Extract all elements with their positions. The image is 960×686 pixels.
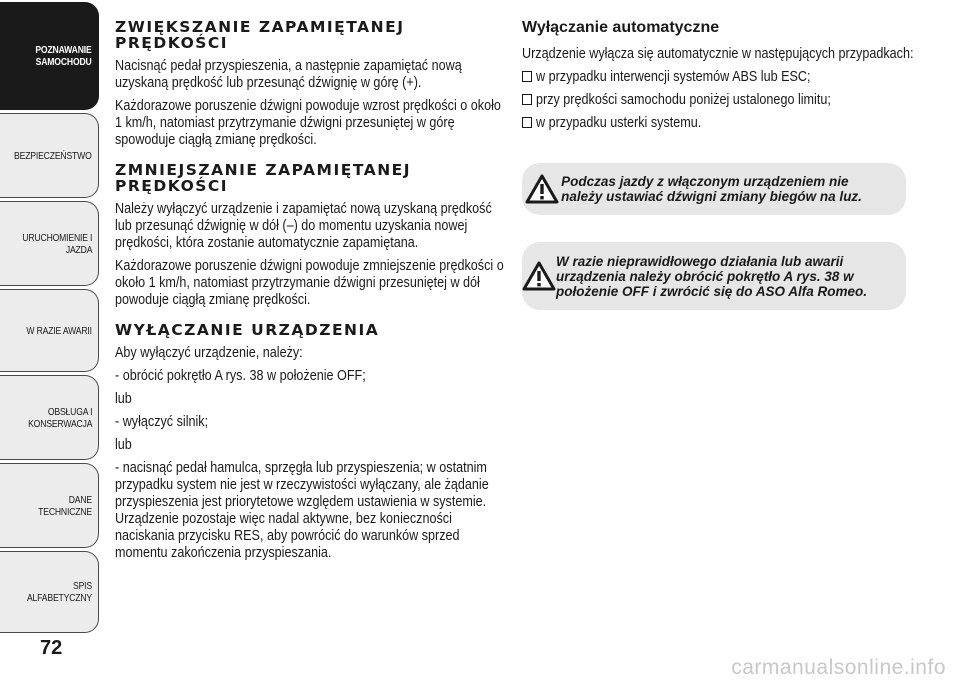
list-item: w przypadku interwencji systemów ABS lub ESC; <box>522 68 917 85</box>
paragraph: Aby wyłączyć urządzenie, należy: <box>115 344 303 361</box>
tab-label: DANE TECHNICZNE <box>38 493 92 518</box>
paragraph: Każdorazowe poruszenie dźwigni powoduje wzrost prędkości o około 1 km/h, natomiast przytrzymanie dźwigni przesuniętej w górę spowoduje ciągłą zmianę prędkości. <box>115 97 501 148</box>
tab-poznawanie-samochodu[interactable] <box>0 2 99 110</box>
paragraph: Nacisnąć pedał przyspieszenia, a następnie zapamiętać nową uzyskaną prędkość lub przesunąć dźwignię w górę (+). <box>115 57 462 91</box>
paragraph: - obrócić pokrętło A rys. 38 w położenie OFF; <box>115 367 366 384</box>
checkbox-bullet-icon <box>522 117 532 128</box>
tab-obsluga-konserwacja[interactable] <box>0 375 99 460</box>
list-item: w przypadku usterki systemu. <box>522 114 917 131</box>
section-title-decrease: ZMNIEJSZANIE ZAPAMIĘTANEJ PRĘDKOŚCI <box>115 161 412 195</box>
list-item: przy prędkości samochodu poniżej ustalonego limitu; <box>522 91 917 108</box>
tab-label: URUCHOMIENIE I JAZDA <box>22 231 92 256</box>
warning-triangle-icon <box>522 174 561 204</box>
paragraph: Urządzenie wyłącza się automatycznie w następujących przypadkach: <box>522 45 914 62</box>
tab-label: W RAZIE AWARII <box>26 324 92 337</box>
section-title-increase: ZWIĘKSZANIE ZAPAMIĘTANEJ PRĘDKOŚCI <box>115 18 405 52</box>
left-column <box>115 19 510 567</box>
tab-w-razie-awarii[interactable] <box>0 289 99 372</box>
paragraph: Należy wyłączyć urządzenie i zapamiętać nową uzyskaną prędkość lub przesunąć dźwignię w dół (–) do momentu uzyskania nowej prędkości, która zostanie automatycznie zapamiętana. <box>115 200 492 251</box>
paragraph: - nacisnąć pedał hamulca, sprzęgła lub przyspieszenia; w ostatnim przypadku system nie jest w rzeczywistości wyłączany, ale żądanie przyspieszenia jest priorytetowe względem ustawienia w systemie. Urządzenie pozostaje więc nadal aktywne, bez konieczności naciskania przycisku RES, aby powrócić do warunków sprzed momentu zakończenia przyspieszania. <box>115 459 489 561</box>
warning-box <box>522 163 906 215</box>
section-title-auto-off: Wyłączanie automatyczne <box>522 19 720 36</box>
paragraph: - wyłączyć silnik; <box>115 413 209 430</box>
tab-label: SPIS ALFABETYCZNY <box>26 580 92 604</box>
tab-uruchomienie-jazda[interactable] <box>0 201 99 286</box>
tab-label: POZNAWANIE SAMOCHODU <box>35 44 92 68</box>
section-sidebar <box>0 0 104 686</box>
tab-spis-alfabetyczny[interactable] <box>0 551 99 633</box>
tab-label: OBSŁUGA I KONSERWACJA <box>27 405 92 430</box>
checkbox-bullet-icon <box>522 94 532 105</box>
watermark: carmanualsonline.info <box>731 656 946 679</box>
checkbox-bullet-icon <box>522 71 532 82</box>
right-column <box>522 19 917 137</box>
page-number: 72 <box>40 637 63 659</box>
tab-dane-techniczne[interactable] <box>0 463 99 548</box>
paragraph: lub <box>115 390 132 407</box>
warning-text: Podczas jazdy z włączonym urządzeniem nie należy ustawiać dźwigni zmiany biegów na luz. <box>561 174 862 204</box>
warning-triangle-icon <box>522 261 556 291</box>
paragraph: Każdorazowe poruszenie dźwigni powoduje zmniejszenie prędkości o około 1 km/h, natomiast przytrzymanie dźwigni przesuniętej w dół powoduje ciągłą zmianę prędkości. <box>115 257 504 308</box>
section-title-disable: WYŁĄCZANIE URZĄDZENIA <box>115 321 380 339</box>
tab-label: BEZPIECZEŃSTWO <box>14 149 92 162</box>
tab-bezpieczenstwo[interactable] <box>0 113 99 198</box>
warning-box <box>522 242 906 310</box>
paragraph: lub <box>115 436 132 453</box>
warning-text: W razie nieprawidłowego działania lub awarii urządzenia należy obrócić pokrętło A rys. 38 w położenie OFF i zwrócić się do ASO Alfa Romeo. <box>556 253 868 299</box>
